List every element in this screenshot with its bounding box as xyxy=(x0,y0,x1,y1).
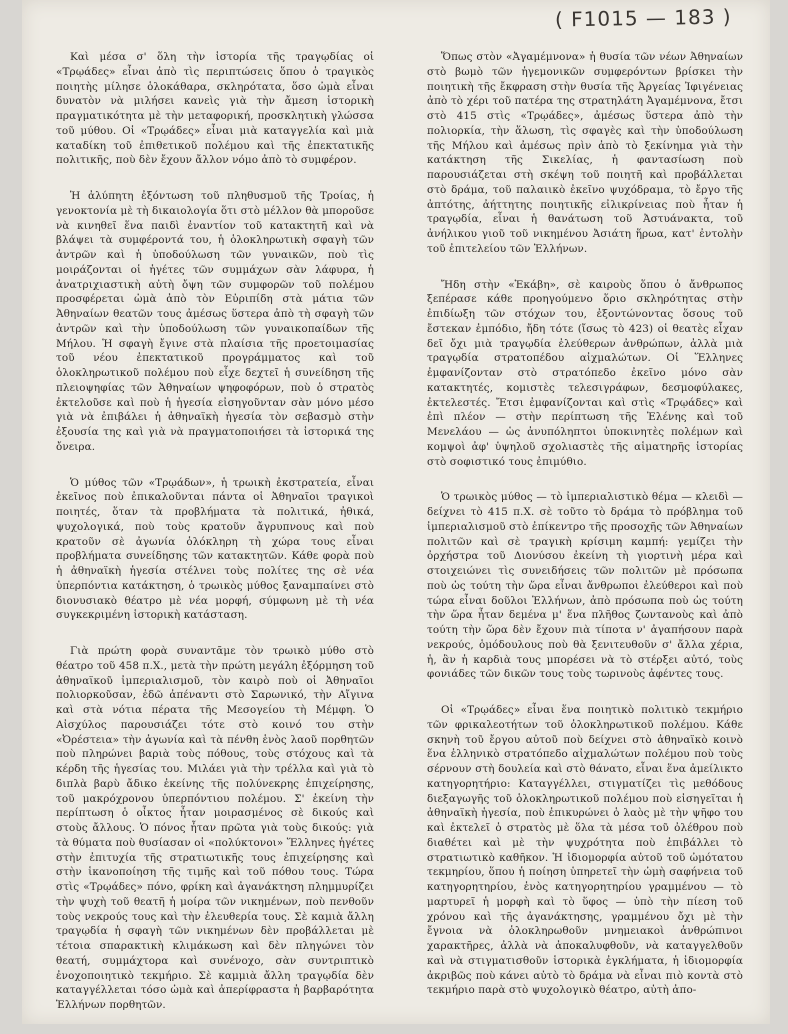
left-column xyxy=(56,50,374,1034)
paragraph: Ὅπως στὸν «Ἀγαμέμνονα» ἡ θυσία τῶν νέων Ἀθηναίων στὸ βωμὸ τῶν ἡγεμονικῶν συμφερόντων βρίσκει τὴν ποιητικὴ τῆς ἔκφραση στὴν θυσία τῆς Ἀργείας Ἰφιγένειας ἀπὸ τὸ χέρι τοῦ πατέρα της στρατηλάτη Ἀγαμέμνονα, ἔτσι στὸ 415 στὶς «Τρῳάδες», ἀμέσως ὕστερα ἀπὸ τὴν πολιορκία, τὴν ἅλωση, τὶς σφαγὲς καὶ τὴν ὑποδούλωση τῆς Μήλου καὶ ἀμέσως πρὶν ἀπὸ τὸ ξεκίνημα γιὰ τὴν κατάκτηση τῆς Σικελίας, ἡ φαντασίωση ποὺ παρουσιάζεται στὴ σκέψη τοῦ ποιητῆ καὶ προβάλλεται στὸ δράμα, τοῦ παλαιικὸ ἐκεῖνο ψυχόδραμα, τὸ ἔργο τῆς ἀπτότης, ἀήττητης ποιητικῆς εἰλικρίνειας ποὺ ἦταν ἡ τραγῳδία, εἶναι ἡ θανάτωση τοῦ Ἀστυάνακτα, τοῦ ἀνήλικου γιοῦ τοῦ νικημένου Ἀσιάτη ἥρωα, κατ' ἐντολὴν τοῦ ἐπιτελείου τῶν Ἑλλήνων. xyxy=(427,51,743,255)
paragraph: Ὁ μύθος τῶν «Τρῳάδων», ἡ τρωικὴ ἐκστρατεία, εἶναι ἐκεῖνος ποὺ ἐπικαλοῦνται πάντα οἱ Ἀθηναῖοι τραγικοὶ ποιητές, ὅταν τὰ προβλήματα τὰ πολιτικά, ἠθικά, ψυχολογικά, ποὺ τοὺς κρατοῦν ἄγρυπνους καὶ ποὺ κρατοῦν σὲ ἀγωνία ὁλόκληρη τὴ χώρα τους εἶναι προβλήματα συνείδησης τῶν κατακτητῶν. Κάθε φορὰ ποὺ ἡ ἀθηναϊκὴ ἡγεσία στέλνει τοὺς πολίτες της σὲ νέα ὑπερπόντια κατάκτηση, ὁ τρωικὸς μύθος ξαναμπαίνει στὸ διονυσιακὸ θέατρο μὲ νέα μορφή, σύμφωνη μὲ τὴ νέα συγκεκριμένη ἱστορικὴ κατάσταση. xyxy=(56,476,374,622)
paragraph: Γιὰ πρώτη φορὰ συναντᾶμε τὸν τρωικὸ μύθο στὸ θέατρο τοῦ 458 π.Χ., μετὰ τὴν πρώτη μεγάλη ἐξόρμηση τοῦ ἀθηναϊκοῦ ἰμπεριαλισμοῦ, τὸν καιρὸ ποὺ οἱ Ἀθηναῖοι πολιορκοῦσαν, ἐδῶ ἀπέναντι στὸ Σαρωνικό, τὴν Αἴγινα καὶ στὰ νότια πέρατα τῆς Μεσογείου τὴ Μέμφη. Ὁ Αἰσχύλος παρουσιάζει τότε στὸ κοινό του στὴν «Ὀρέστεια» τὴν ἀγωνία καὶ τὰ πένθη ἑνὸς λαοῦ πορθητῶν ποὺ πληρώνει βαριὰ τοὺς πόθους, τοὺς στόχους καὶ τὰ κέρδη τῆς ἡγεσίας του. Μιλάει γιὰ τὴν τρέλλα καὶ γιὰ τὸ διπλὰ βαρὺ ἄδικο ἐκείνης τῆς πολύνεκρης ἐπιχείρησης, τοῦ μακρόχρονου ὑπερπόντιου πολέμου. Σ' ἐκείνη τὴν περίπτωση ὁ οἶκτος ἦταν μοιρασμένος σὲ δικούς καὶ στοὺς ἄλλους. Ὁ πόνος ἦταν πρῶτα γιὰ τοὺς δικούς: γιὰ τὰ θύματα ποὺ θυσίασαν οἱ «πολύκτονοι» Ἕλληνες ἡγέτες στὴν ἐπιτυχία τῆς στρατιωτικῆς τους ἐπιχείρησης καὶ στὴν ἱκανοποίηση τῆς τιμῆς καὶ τοῦ πόθου τους. Τώρα στὶς «Τρῳάδες» πόνο, φρίκη καὶ ἀγανάκτηση πλημμυρίζει τὴν ψυχὴ τοῦ θεατῆ ἡ μοίρα τῶν νικημένων, ποὺ πενθοῦν τοὺς νεκρούς τους καὶ τὴν ἐλευθερία τους. Σὲ καμιὰ ἄλλη τραγῳδία ἡ σφαγὴ τῶν νικημένων δὲν προβάλλεται μὲ τέτοια σπαρακτικὴ κλιμάκωση καὶ δὲν πληγώνει τὸν θεατή, συμμάχτορα καὶ συνένοχο, σὰν συντριπτικὸ ἐνοχοποιητικὸ τεκμήριο. Σὲ καμμιὰ ἄλλη τραγῳδία δὲν καταγγέλλεται τόσο ὠμὰ καὶ ἀπερίφραστα ἡ βαρβαρότητα Ἑλλήνων πορθητῶν. xyxy=(56,645,374,1011)
paragraph: Καὶ μέσα σ' ὅλη τὴν ἱστορία τῆς τραγῳδίας οἱ «Τρῳάδες» εἶναι ἀπὸ τὶς περιπτώσεις ὅπου ὁ τραγικὸς ποιητὴς μίλησε ὁλοκάθαρα, σκληρότατα, ὅσο ὠμὰ εἶναι δυνατὸν νὰ μιλήσει κανεὶς γιὰ τὴν ἄμεση ἱστορικὴ πραγματικότητα μὲ τὴν μεταφορική, προσκλητικὴ γλώσσα τοῦ μύθου. Οἱ «Τρῳάδες» εἶναι μιὰ καταγγελία καὶ μιὰ καταδίκη τοῦ ἐπιθετικοῦ πολέμου καὶ τῆς ἐπεκτατικῆς πολιτικῆς, ποὺ δὲν ἔχουν ἄλλον νόμο ἀπὸ τὸ συμφέρον. xyxy=(56,51,374,167)
paragraph: Ἤδη στὴν «Ἑκάβη», σὲ καιροὺς ὅπου ὁ ἄνθρωπος ξεπέρασε κάθε προηγούμενο ὅριο σκληρότητας στὴν ἐπιδίωξη τῶν στόχων του, ἐξοντώνοντας ὅσους τοῦ ἔστεκαν ἐμπόδιο, ἤδη τότε (ἴσως τὸ 423) οἱ θεατὲς εἶχαν δεῖ ὄχι μιὰ τραγῳδία ἐλεύθερων ἀνθρώπων, ἀλλὰ μιὰ τραγῳδία στρατοπέδου αἰχμαλώτων. Οἱ Ἕλληνες ἐμφανίζονταν στὸ στρατόπεδο ἐκεῖνο μόνο σὰν κατακτητές, κομιστὲς τελεσιγράφων, δεσμοφύλακες, ἐκτελεστές. Ἔτσι ἐμφανίζονται καὶ στὶς «Τρῳάδες» καὶ ἐπὶ πλέον — στὴν περίπτωση τῆς Ἑλένης καὶ τοῦ Μενελάου — ὡς ἀνυπόληπτοι ὑποκινητὲς πολέμων καὶ κομψοὶ ἀφ' ὑψηλοῦ σχολιαστὲς τῆς αἱματηρῆς ἱστορίας στὸ σοφιστικό τους ἐπιμύθιο. xyxy=(427,278,743,468)
paragraph: Ὁ τρωικὸς μύθος — τὸ ἰμπεριαλιστικὸ θέμα — κλειδὶ — δείχνει τὸ 415 π.Χ. σὲ τοῦτο τὸ δράμα τὸ πρόβλημα τοῦ ἰμπεριαλισμοῦ στὸ ἐπίκεντρο τῆς προσοχῆς τῶν Ἀθηναίων πολιτῶν καὶ σὲ τραγικὴ κρίσιμη καμπή: γεμίζει τὴν ὀρχήστρα τοῦ Διονύσου ἐκείνη τὴ γιορτινὴ μέρα καὶ στοιχειώνει τὶς συνειδήσεις τῶν πολιτῶν μὲ πρόσωπα ποὺ ὡς τούτη τὴν ὥρα εἶναι ἄνθρωποι ἐλεύθεροι καὶ ποὺ τώρα εἶναι δοῦλοι Ἑλλήνων, ἀπὸ πρόσωπα ποὺ ὡς τούτη τὴν ὥρα ἦταν δεμένα μ' ἕνα πλῆθος ζωντανοὺς καὶ ἀπὸ τούτη τὴν ὥρα δὲν ἔχουν πιὰ τίποτα ν' ἀγαπήσουν παρὰ νεκρούς, ὁμόδουλους ποὺ θὰ ξενιτευθοῦν σ' ἄλλα χέρια, ἡ, ἂν ἡ καρδιὰ τους μπορέσει νὰ τὸ στέρξει αὐτό, τοὺς φονιάδες τῶν δικῶν τους τοὺς τωρινοὺς ἀφέντες τους. xyxy=(427,491,743,681)
document-page xyxy=(22,0,770,1024)
paragraph: Ἡ ἀλύπητη ἐξόντωση τοῦ πληθυσμοῦ τῆς Τροίας, ἡ γενοκτονία μὲ τὴ δικαιολογία ὅτι στὸ μέλλον θὰ μποροῦσε νὰ κινηθεῖ ἕνα παιδὶ ἐναντίον τοῦ κατακτητῆ καὶ νὰ βλάψει τὰ συμφέροντά του, ἡ ὁλοκληρωτικὴ σφαγὴ τῶν ἀντρῶν καὶ ἡ ὑποδούλωση τῶν γυναικῶν, ποὺ τὶς μοιράζονται οἱ ἡγέτες τῶν συμμάχων σὰν λάφυρα, ἡ ἀνατριχιαστικὴ αὐτὴ ὄψη τῶν συμφορῶν τοῦ πολέμου προσφέρεται ὠμὰ ἀπὸ τὸν Εὐριπίδη στὰ μάτια τῶν Ἀθηναίων θεατῶν τους ἀμέσως ὕστερα ἀπὸ τὴ σφαγὴ τῶν ἀντρῶν καὶ τὴν ὑποδούλωση τῶν γυναικοπαίδων τῆς Μήλου. Ἡ σφαγὴ ἔγινε στὰ πλαίσια τῆς προετοιμασίας τοῦ νέου ἐπεκτατικοῦ προγράμματος καὶ τοῦ ὁλοκληρωτικοῦ πολέμου ποὺ εἶχε δεχτεῖ ἡ συνείδηση τῆς πλειοψηφίας τῶν Ἀθηναίων ψηφοφόρων, ποὺ ὁ στρατὸς ἐκτελοῦσε καὶ ποὺ ἡ ἡγεσία εἰσηγοῦνταν σὰν μόνο μέσο γιὰ νὰ ἐπιβάλει ἡ ἀθηναϊκὴ ἡγεσία τὸν σεβασμὸ στὴν ἐξουσία της καὶ γιὰ νὰ πραγματοποιήσει τὰ ἱστορικά της ὄνειρα. xyxy=(56,190,374,453)
archive-handwritten-note: ( F1015 — 183 ) xyxy=(555,4,733,32)
right-column xyxy=(427,50,743,1019)
paragraph: Οἱ «Τρῳάδες» εἶναι ἕνα ποιητικὸ πολιτικὸ τεκμήριο τῶν φρικαλεοτήτων τοῦ ὁλοκληρωτικοῦ πολέμου. Κάθε σκηνὴ τοῦ ἔργου αὐτοῦ ποὺ δείχνει στὸ ἀθηναϊκὸ κοινὸ ἕνα ἑλληνικὸ στρατόπεδο αἰχμαλώτων πολέμου ποὺ τοὺς σέρνουν στὴ δουλεία καὶ στὸ θάνατο, εἶναι ἕνα ἀμείλικτο κατηγορητήριο: Καταγγέλλει, στιγματίζει τὶς μεθόδους διεξαγωγῆς τοῦ ὁλοκληρωτικοῦ πολέμου ποὺ εἰσηγεῖται ἡ ἀθηναϊκὴ ἡγεσία, ποὺ ἐπικυρώνει ὁ λαὸς μὲ τὴν ψῆφο του καὶ ἐκτελεῖ ὁ στρατὸς μὲ ὅλα τὰ μέσα τοῦ ὀλέθρου ποὺ διαθέτει καὶ μὲ τὴν ψυχρότητα ποὺ ἐπιβάλλει τὸ στρατιωτικὸ καθῆκον. Ἡ ἰδιομορφία αὐτοῦ τοῦ ὠμότατου τεκμηρίου, ὅπου ἡ ποίηση ὑπηρετεῖ τὴν ὠμὴ σαφήνεια τοῦ κατηγορητηρίου, ἑνὸς κατηγορητηρίου γραμμένου — τὸ μαρτυρεῖ ἡ μορφὴ καὶ τὸ ὕφος — ὑπὸ τὴν πίεση τοῦ χρόνου καὶ τῆς ἀγανάκτησης, γραμμένου ὄχι μὲ τὴν ἔγνοια νὰ ὁλοκληρωθοῦν μνημειακοὶ ἀνθρώπινοι χαρακτῆρες, ἀλλὰ νὰ ἀποκαλυφθοῦν, νὰ καταγγελθοῦν καὶ νὰ στιγματισθοῦν ἱστορικὰ ἐγκλήματα, ἡ ἰδιομορφία ἀκριβῶς ποὺ κάνει αὐτὸ τὸ δράμα νὰ εἶναι πιὸ κοντὰ στὸ τεκμήριο παρὰ στὸ ψυχολογικὸ θέατρο, αὐτὴ ἀπο- xyxy=(427,704,743,997)
